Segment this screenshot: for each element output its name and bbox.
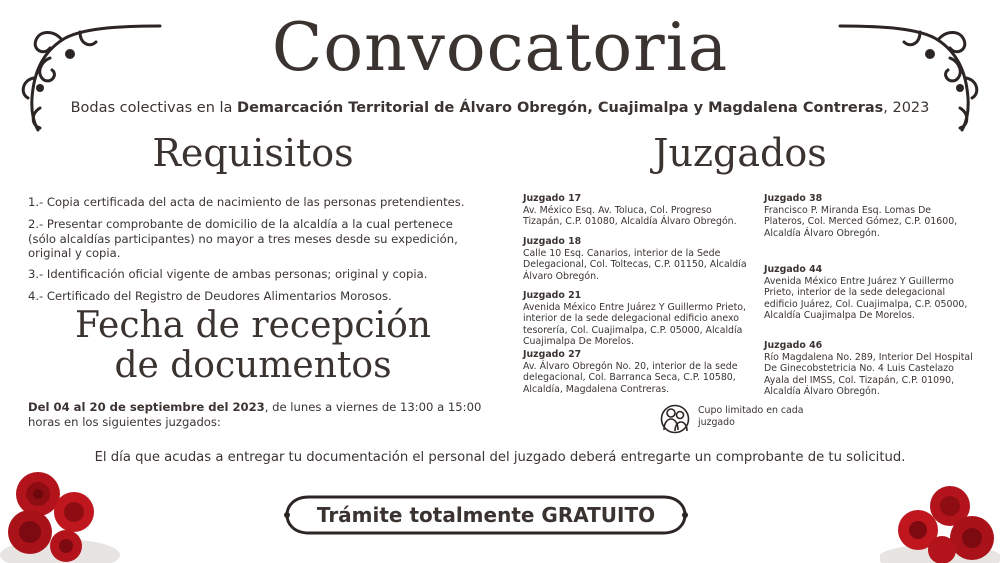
juzgado-address: Avenida México Entre Juárez Y Guillermo Prieto, interior de la sede delegacional edificio Juárez, Col. Cuajimalpa, C.P. 05000, Alcaldía Cuajimalpa De Morelos. <box>764 275 968 322</box>
free-badge: Trámite totalmente GRATUITO <box>316 503 656 527</box>
juzgado-44 <box>764 264 974 322</box>
juzgado-name: Juzgado 46 <box>764 340 823 351</box>
juzgados-heading: Juzgados <box>653 131 827 175</box>
subtitle-prefix: Bodas colectivas en la <box>70 100 238 116</box>
juzgado-17 <box>523 193 748 228</box>
juzgado-address: Francisco P. Miranda Esq. Lomas De Plateros, Col. Merced Gómez, C.P. 01600, Alcaldía Álvaro Obregón. <box>764 204 958 239</box>
juzgado-name: Juzgado 21 <box>523 290 582 301</box>
juzgado-address: Calle 10 Esq. Canarios, interior de la Sede Delegacional, Col. Toltecas, C.P. 01150, Alcaldía Álvaro Obregón. <box>523 247 747 282</box>
juzgado-27 <box>523 349 748 395</box>
requisito-item: 1.- Copia certificada del acta de nacimiento de las personas pretendientes. <box>28 195 465 209</box>
fecha-heading-line2: de documentos <box>114 345 392 386</box>
juzgado-21 <box>523 290 748 348</box>
fecha-dates <box>28 400 488 430</box>
fecha-dates-rest: , de lunes a viernes de 13:00 a 15:00 horas en los siguientes juzgados: <box>28 400 482 429</box>
subtitle-suffix: , 2023 <box>883 100 930 116</box>
subtitle-bold: Demarcación Territorial de Álvaro Obregón, Cuajimalpa y Magdalena Contreras <box>237 100 884 116</box>
cupo-note: Cupo limitado en cada juzgado <box>698 405 804 428</box>
juzgado-address: Av. Álvaro Obregón No. 20, interior de la sede delegacional, Col. Barranca Seca, C.P. 10580, Alcaldía, Magdalena Contreras. <box>523 360 738 395</box>
juzgado-46 <box>764 340 974 398</box>
juzgado-address: Av. México Esq. Av. Toluca, Col. Progreso Tizapán, C.P. 01080, Alcaldía Álvaro Obregón. <box>523 204 737 228</box>
juzgado-name: Juzgado 27 <box>523 349 582 360</box>
people-icon <box>660 404 690 434</box>
juzgado-38 <box>764 193 974 239</box>
requisito-item: 4.- Certificado del Registro de Deudores Alimentarios Morosos. <box>28 289 392 303</box>
juzgado-name: Juzgado 18 <box>523 236 582 247</box>
juzgado-name: Juzgado 17 <box>523 193 582 204</box>
fecha-heading <box>28 306 478 386</box>
requisitos-heading: Requisitos <box>152 131 354 175</box>
juzgado-address: Avenida México Entre Juárez Y Guillermo Prieto, interior de la sede delegacional edificio anexo tesorería, Col. Cuajimalpa, C.P. 05000, Alcaldía Cuajimalpa De Morelos. <box>523 301 746 348</box>
juzgado-name: Juzgado 44 <box>764 264 823 275</box>
page-title: Convocatoria <box>271 9 729 86</box>
fecha-dates-bold: Del 04 al 20 de septiembre del 2023 <box>28 400 265 414</box>
rose-icon <box>0 460 120 563</box>
juzgado-name: Juzgado 38 <box>764 193 823 204</box>
page-subtitle <box>0 100 1000 116</box>
juzgado-18 <box>523 236 748 282</box>
requisito-item: 3.- Identificación oficial vigente de ambas personas; original y copia. <box>28 267 428 281</box>
juzgado-address: Río Magdalena No. 289, Interior Del Hospital De Ginecobstetricia No. 4 Luis Castelazo Ayala del IMSS, Col. Tizapán, C.P. 01090, Alcaldía Álvaro Obregón. <box>764 351 973 398</box>
rose-icon <box>880 478 1000 563</box>
fecha-heading-line1: Fecha de recepción <box>75 305 431 346</box>
footer-note: El día que acudas a entregar tu documentación el personal del juzgado deberá entregarte un comprobante de tu solicitud. <box>94 450 906 465</box>
requisito-item: 2.- Presentar comprobante de domicilio de la alcaldía a la cual pertenece (sólo alcaldías participantes) no mayor a tres meses desde su expedición, original y copia. <box>28 217 458 260</box>
